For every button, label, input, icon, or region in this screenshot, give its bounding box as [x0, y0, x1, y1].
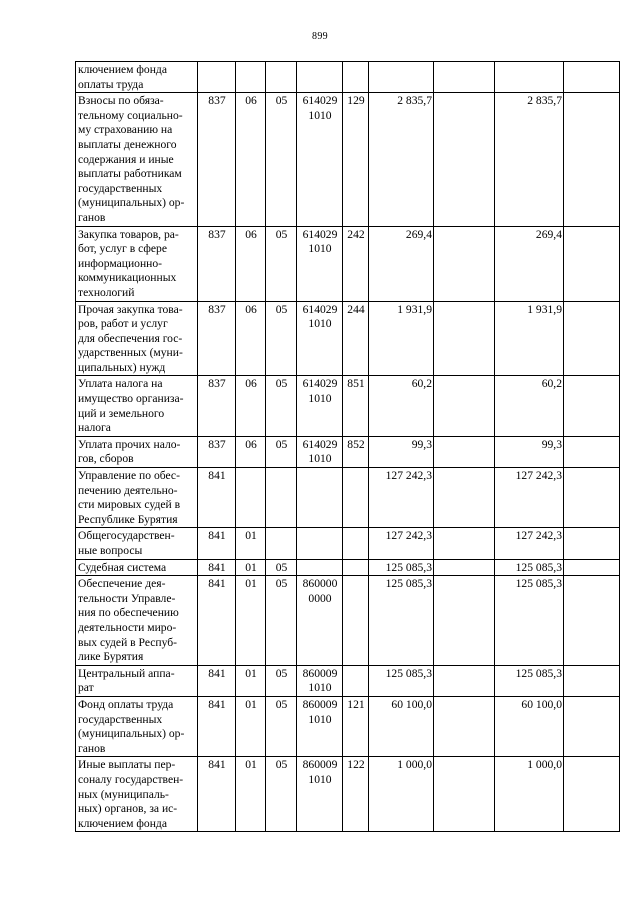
cell-section-code: 01: [236, 696, 266, 756]
cell-column-10: [564, 559, 620, 576]
cell-target-article-code: [297, 301, 343, 376]
budget-table: [75, 61, 620, 832]
cell-expense-type-code: 851: [343, 376, 369, 436]
cell-target-article-code-line: 0000: [308, 591, 332, 605]
cell-subsection-code: 05: [266, 665, 297, 696]
cell-name: [76, 93, 198, 226]
cell-target-article-code-line: 860009: [302, 666, 338, 680]
cell-amount-total: [495, 62, 564, 93]
cell-column-10: [564, 757, 620, 832]
cell-amount-total: 1 931,9: [495, 301, 564, 376]
cell-section-code: 06: [236, 226, 266, 301]
cell-target-article-code-line: 860000: [302, 577, 338, 591]
cell-amount: 60 100,0: [369, 696, 434, 756]
cell-name-line: рат: [78, 681, 94, 695]
cell-amount-total: 127 242,3: [495, 528, 564, 559]
cell-column-10: [564, 576, 620, 666]
cell-target-article-code: [297, 468, 343, 528]
cell-target-article-code: [297, 696, 343, 756]
cell-name-line: Прочая закупка това-: [78, 302, 183, 316]
cell-column-8: [434, 559, 495, 576]
cell-section-code: 01: [236, 757, 266, 832]
cell-amount: 269,4: [369, 226, 434, 301]
cell-name-line: выплаты денежного: [78, 137, 177, 151]
table-body: [76, 62, 620, 832]
cell-section-code: 06: [236, 436, 266, 467]
cell-column-8: [434, 226, 495, 301]
cell-target-article-code: [297, 93, 343, 226]
cell-subsection-code: 05: [266, 436, 297, 467]
cell-section-code: [236, 62, 266, 93]
cell-name-line: Обеспечение дея-: [78, 577, 166, 591]
cell-target-article-code-line: 860009: [302, 758, 338, 772]
cell-name-line: Общегосударствен-: [78, 529, 175, 543]
cell-column-8: [434, 468, 495, 528]
cell-name-line: налога: [78, 421, 111, 435]
cell-name: [76, 468, 198, 528]
cell-amount: 99,3: [369, 436, 434, 467]
cell-name-line: тельному социально-: [78, 108, 183, 122]
cell-amount-total: 2 835,7: [495, 93, 564, 226]
table-row: [76, 757, 620, 832]
cell-target-article-code: [297, 376, 343, 436]
cell-name-line: государственных: [78, 712, 163, 726]
cell-name-line: Уплата налога на: [78, 377, 163, 391]
cell-target-article-code-line: 614029: [302, 377, 338, 391]
cell-column-8: [434, 436, 495, 467]
cell-name-line: технологий: [78, 285, 135, 299]
cell-ministry-code: 837: [198, 226, 236, 301]
cell-subsection-code: 05: [266, 757, 297, 832]
cell-target-article-code-line: 614029: [302, 227, 338, 241]
cell-column-8: [434, 376, 495, 436]
cell-expense-type-code: [343, 62, 369, 93]
cell-name: [76, 528, 198, 559]
cell-ministry-code: 837: [198, 93, 236, 226]
cell-subsection-code: 05: [266, 93, 297, 226]
table-row: [76, 376, 620, 436]
cell-name-line: ций и земельного: [78, 406, 165, 420]
cell-name-line: (муниципальных) ор-: [78, 727, 185, 741]
cell-target-article-code-line: 614029: [302, 94, 338, 108]
cell-target-article-code: [297, 62, 343, 93]
cell-expense-type-code: [343, 665, 369, 696]
cell-section-code: 01: [236, 576, 266, 666]
cell-column-8: [434, 62, 495, 93]
cell-name: [76, 665, 198, 696]
cell-target-article-code-line: 1010: [308, 242, 332, 256]
cell-section-code: [236, 468, 266, 528]
cell-amount: 1 931,9: [369, 301, 434, 376]
cell-name-line: му страхованию на: [78, 123, 173, 137]
cell-name-line: Республике Бурятия: [78, 512, 178, 526]
cell-name-line: Управление по обес-: [78, 469, 180, 483]
cell-section-code: 06: [236, 301, 266, 376]
cell-column-8: [434, 665, 495, 696]
cell-name-line: ударственных (муни-: [78, 346, 183, 360]
cell-name: [76, 757, 198, 832]
cell-amount-total: 125 085,3: [495, 665, 564, 696]
cell-column-10: [564, 226, 620, 301]
cell-subsection-code: 05: [266, 696, 297, 756]
cell-subsection-code: 05: [266, 576, 297, 666]
cell-ministry-code: 841: [198, 559, 236, 576]
cell-amount: 2 835,7: [369, 93, 434, 226]
cell-subsection-code: [266, 528, 297, 559]
cell-target-article-code-line: 1010: [308, 772, 332, 786]
cell-amount-total: 1 000,0: [495, 757, 564, 832]
cell-name-line: ключением фонда: [78, 63, 167, 76]
cell-amount-total: 125 085,3: [495, 559, 564, 576]
cell-amount: [369, 62, 434, 93]
cell-name-line: оплаты труда: [78, 77, 144, 91]
cell-column-8: [434, 757, 495, 832]
cell-ministry-code: 837: [198, 436, 236, 467]
cell-name-line: коммуникационных: [78, 271, 177, 285]
cell-ministry-code: 841: [198, 528, 236, 559]
cell-section-code: 01: [236, 528, 266, 559]
cell-name-line: лике Бурятия: [78, 650, 144, 664]
cell-target-article-code: [297, 576, 343, 666]
cell-section-code: 06: [236, 93, 266, 226]
cell-target-article-code: [297, 665, 343, 696]
cell-name: [76, 576, 198, 666]
cell-name-line: Закупка товаров, ра-: [78, 227, 179, 241]
cell-name-line: ров, работ и услуг: [78, 317, 168, 331]
table-row: [76, 528, 620, 559]
cell-name-line: информационно-: [78, 256, 163, 270]
cell-target-article-code: [297, 559, 343, 576]
cell-amount: 125 085,3: [369, 576, 434, 666]
cell-name: [76, 559, 198, 576]
cell-name-line: имущество организа-: [78, 392, 184, 406]
cell-name-line: государственных: [78, 181, 163, 195]
cell-name: [76, 436, 198, 467]
cell-target-article-code-line: 614029: [302, 302, 338, 316]
cell-column-10: [564, 468, 620, 528]
cell-name-line: ные вопросы: [78, 544, 143, 557]
cell-amount: 60,2: [369, 376, 434, 436]
cell-amount-total: 60,2: [495, 376, 564, 436]
cell-expense-type-code: 121: [343, 696, 369, 756]
cell-section-code: 01: [236, 559, 266, 576]
cell-amount-total: 99,3: [495, 436, 564, 467]
cell-target-article-code-line: 1010: [308, 317, 332, 331]
cell-name-line: ганов: [78, 210, 106, 224]
cell-expense-type-code: 242: [343, 226, 369, 301]
cell-name-line: гов, сборов: [78, 452, 134, 466]
cell-name-line: бот, услуг в сфере: [78, 242, 167, 256]
table-row: [76, 665, 620, 696]
cell-target-article-code-line: 1010: [308, 681, 332, 695]
cell-name-line: печению деятельно-: [78, 483, 178, 497]
cell-column-8: [434, 301, 495, 376]
cell-name: [76, 696, 198, 756]
cell-subsection-code: 05: [266, 301, 297, 376]
cell-column-10: [564, 376, 620, 436]
cell-amount: 127 242,3: [369, 468, 434, 528]
table-row: [76, 62, 620, 93]
cell-name-line: соналу государствен-: [78, 772, 184, 786]
cell-column-10: [564, 696, 620, 756]
cell-expense-type-code: [343, 468, 369, 528]
cell-subsection-code: 05: [266, 226, 297, 301]
cell-column-8: [434, 528, 495, 559]
table-row: [76, 559, 620, 576]
cell-ministry-code: 841: [198, 696, 236, 756]
table-row: [76, 576, 620, 666]
cell-column-10: [564, 62, 620, 93]
cell-amount: 125 085,3: [369, 665, 434, 696]
cell-column-10: [564, 301, 620, 376]
cell-amount: 125 085,3: [369, 559, 434, 576]
cell-target-article-code: [297, 436, 343, 467]
cell-expense-type-code: [343, 528, 369, 559]
cell-name-line: Судебная система: [78, 560, 167, 574]
cell-target-article-code: [297, 226, 343, 301]
cell-target-article-code-line: 614029: [302, 437, 338, 451]
cell-name-line: Взносы по обяза-: [78, 94, 164, 108]
cell-target-article-code-line: 1010: [308, 712, 332, 726]
cell-column-10: [564, 528, 620, 559]
cell-name-line: ных (муниципаль-: [78, 787, 169, 801]
cell-amount-total: 269,4: [495, 226, 564, 301]
table-row: [76, 226, 620, 301]
cell-name-line: ных) органов, за ис-: [78, 802, 178, 816]
cell-column-8: [434, 93, 495, 226]
cell-subsection-code: [266, 468, 297, 528]
cell-column-10: [564, 436, 620, 467]
cell-name-line: Фонд оплаты труда: [78, 697, 174, 711]
cell-name-line: Центральный аппа-: [78, 666, 175, 680]
cell-expense-type-code: [343, 576, 369, 666]
cell-name-line: ганов: [78, 741, 106, 755]
cell-expense-type-code: 244: [343, 301, 369, 376]
cell-name: [76, 301, 198, 376]
cell-target-article-code: [297, 528, 343, 559]
cell-ministry-code: 837: [198, 301, 236, 376]
cell-ministry-code: 841: [198, 468, 236, 528]
cell-ministry-code: 837: [198, 376, 236, 436]
cell-amount: 1 000,0: [369, 757, 434, 832]
cell-name-line: содержания и иные: [78, 152, 174, 166]
cell-section-code: 06: [236, 376, 266, 436]
cell-target-article-code-line: 1010: [308, 108, 332, 122]
cell-target-article-code-line: 1010: [308, 392, 332, 406]
cell-name-line: деятельности миро-: [78, 620, 177, 634]
table-row: [76, 468, 620, 528]
cell-name-line: Уплата прочих нало-: [78, 437, 181, 451]
cell-expense-type-code: 852: [343, 436, 369, 467]
cell-column-10: [564, 665, 620, 696]
cell-name: [76, 226, 198, 301]
cell-amount-total: 60 100,0: [495, 696, 564, 756]
table-row: [76, 301, 620, 376]
cell-name-line: для обеспечения гос-: [78, 331, 183, 345]
cell-name-line: сти мировых судей в: [78, 498, 181, 512]
cell-name: [76, 62, 198, 93]
cell-name-line: Иные выплаты пер-: [78, 758, 176, 772]
table-row: [76, 93, 620, 226]
cell-name: [76, 376, 198, 436]
cell-name-line: выплаты работникам: [78, 167, 182, 181]
cell-ministry-code: 841: [198, 665, 236, 696]
cell-name-line: вых судей в Респуб-: [78, 635, 178, 649]
cell-ministry-code: [198, 62, 236, 93]
cell-name-line: тельности Управле-: [78, 591, 176, 605]
cell-target-article-code-line: 860009: [302, 697, 338, 711]
cell-target-article-code: [297, 757, 343, 832]
cell-name-line: ния по обеспечению: [78, 606, 179, 620]
cell-amount: 127 242,3: [369, 528, 434, 559]
cell-subsection-code: 05: [266, 559, 297, 576]
cell-section-code: 01: [236, 665, 266, 696]
cell-column-10: [564, 93, 620, 226]
page-number: 899: [312, 31, 328, 42]
cell-name-line: ключением фонда: [78, 816, 167, 830]
cell-amount-total: 125 085,3: [495, 576, 564, 666]
cell-name-line: ципальных) нужд: [78, 360, 166, 374]
cell-name-line: (муниципальных) ор-: [78, 196, 185, 210]
cell-subsection-code: 05: [266, 376, 297, 436]
table-row: [76, 436, 620, 467]
cell-expense-type-code: 129: [343, 93, 369, 226]
cell-column-8: [434, 696, 495, 756]
cell-subsection-code: [266, 62, 297, 93]
table-row: [76, 696, 620, 756]
cell-ministry-code: 841: [198, 757, 236, 832]
cell-expense-type-code: [343, 559, 369, 576]
cell-expense-type-code: 122: [343, 757, 369, 832]
cell-ministry-code: 841: [198, 576, 236, 666]
cell-column-8: [434, 576, 495, 666]
cell-amount-total: 127 242,3: [495, 468, 564, 528]
cell-target-article-code-line: 1010: [308, 452, 332, 466]
